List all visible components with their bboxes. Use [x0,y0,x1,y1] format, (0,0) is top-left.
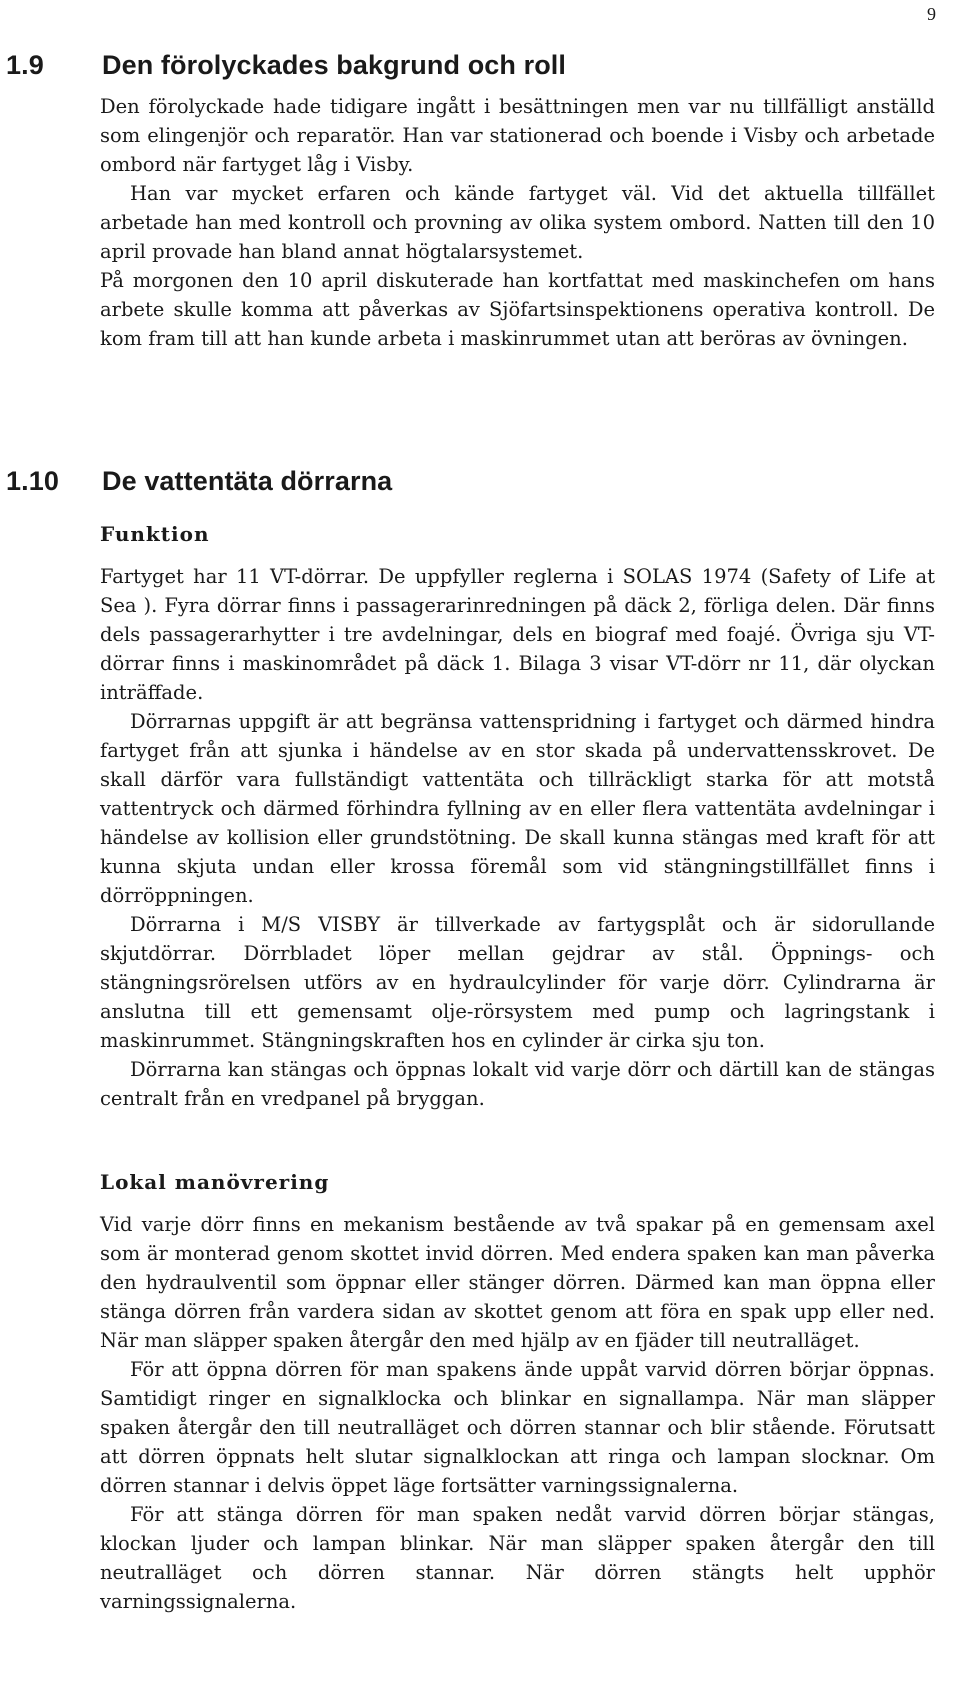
paragraph: Dörrarna i M/S VISBY är tillverkade av fartygsplåt och är sidorullande skjutdörrar. Dörrbladet löper mellan gejdrar av stål. Öppnings- och stängningsrörelsen utförs av en hydraulcylinder för varje dörr. Cylindrarna är anslutna till ett gemensamt olje-rörsystem med pump och lagringstank i maskinrummet. Stängningskraften hos en cylinder är cirka sju ton. [100,913,935,1052]
paragraph: Dörrarna kan stängas och öppnas lokalt vid varje dörr och därtill kan de stängas centralt från en vredpanel på bryggan. [100,1058,935,1110]
section-number: 1.10 [6,466,59,496]
paragraph: För att stänga dörren för man spaken nedåt varvid dörren börjar stängas, klockan ljuder och lampan blinkar. När man släpper spaken återgår den till neutralläget och dörren stannar. När dörren stängts helt upphör varningssignalerna. [100,1503,935,1613]
section-title: De vattentäta dörrarna [102,466,393,496]
section-title: Den förolyckades bakgrund och roll [102,50,566,80]
paragraph: Vid varje dörr finns en mekanism bestående av två spakar på en gemensam axel som är monterad genom skottet invid dörren. Med endera spaken kan man påverka den hydraulventil som öppnar eller stänger dörren. Därmed kan man öppna eller stänga dörren från vardera sidan av skottet genom att föra en spak upp eller ned. När man släpper spaken återgår den med hjälp av en fjäder till neutralläget. [100,1213,935,1352]
section-1-9-body [100,92,935,353]
paragraph: Han var mycket erfaren och kände fartyget väl. Vid det aktuella tillfället arbetade han med kontroll och provning av olika system ombord. Natten till den 10 april provade han bland annat högtalarsystemet. [100,182,935,263]
subheading-lokal-manovrering: Lokal manövrering [100,1170,330,1194]
page-number: 9 [927,4,936,24]
lokal-body [100,1210,935,1616]
paragraph: På morgonen den 10 april diskuterade han kortfattat med maskinchefen om hans arbete skulle komma att påverkas av Sjöfartsinspektionens operativa kontroll. De kom fram till att han kunde arbeta i maskinrummet utan att beröras av övningen. [100,269,935,350]
funktion-body [100,562,935,1113]
paragraph: Fartyget har 11 VT-dörrar. De uppfyller reglerna i SOLAS 1974 (Safety of Life at Sea ). Fyra dörrar finns i passagerarinredningen på däck 2, förliga delen. Där finns dels passagerarhytter i tre avdelningar, dels en biograf med foajé. Övriga sju VT-dörrar finns i maskinområdet på däck 1. Bilaga 3 visar VT-dörr nr 11, där olyckan inträffade. [100,565,935,704]
paragraph: Dörrarnas uppgift är att begränsa vattenspridning i fartyget och därmed hindra fartyget från att sjunka i händelse av en stor skada på undervattensskrovet. De skall därför vara fullständigt vattentäta och tillräckligt starka för att motstå vattentryck och därmed förhindra fyllning av en eller flera vattentäta avdelningar i händelse av kollision eller grundstötning. De skall kunna stängas med kraft för att kunna skjuta undan eller krossa föremål som vid stängningstillfället finns i dörröppningen. [100,710,935,907]
paragraph: Den förolyckade hade tidigare ingått i besättningen men var nu tillfälligt anställd som elingenjör och reparatör. Han var stationerad och boende i Visby och arbetade ombord när fartyget låg i Visby. [100,95,935,176]
paragraph: För att öppna dörren för man spakens ände uppåt varvid dörren börjar öppnas. Samtidigt ringer en signalklocka och blinkar en signallampa. När man släpper spaken återgår den till neutralläget och dörren stannar och blir stående. Förutsatt att dörren öppnats helt slutar signalklockan att ringa och lampan slocknar. Om dörren stannar i delvis öppet läge fortsätter varningssignalerna. [100,1358,935,1497]
section-number: 1.9 [6,50,44,80]
subheading-funktion: Funktion [100,522,210,546]
